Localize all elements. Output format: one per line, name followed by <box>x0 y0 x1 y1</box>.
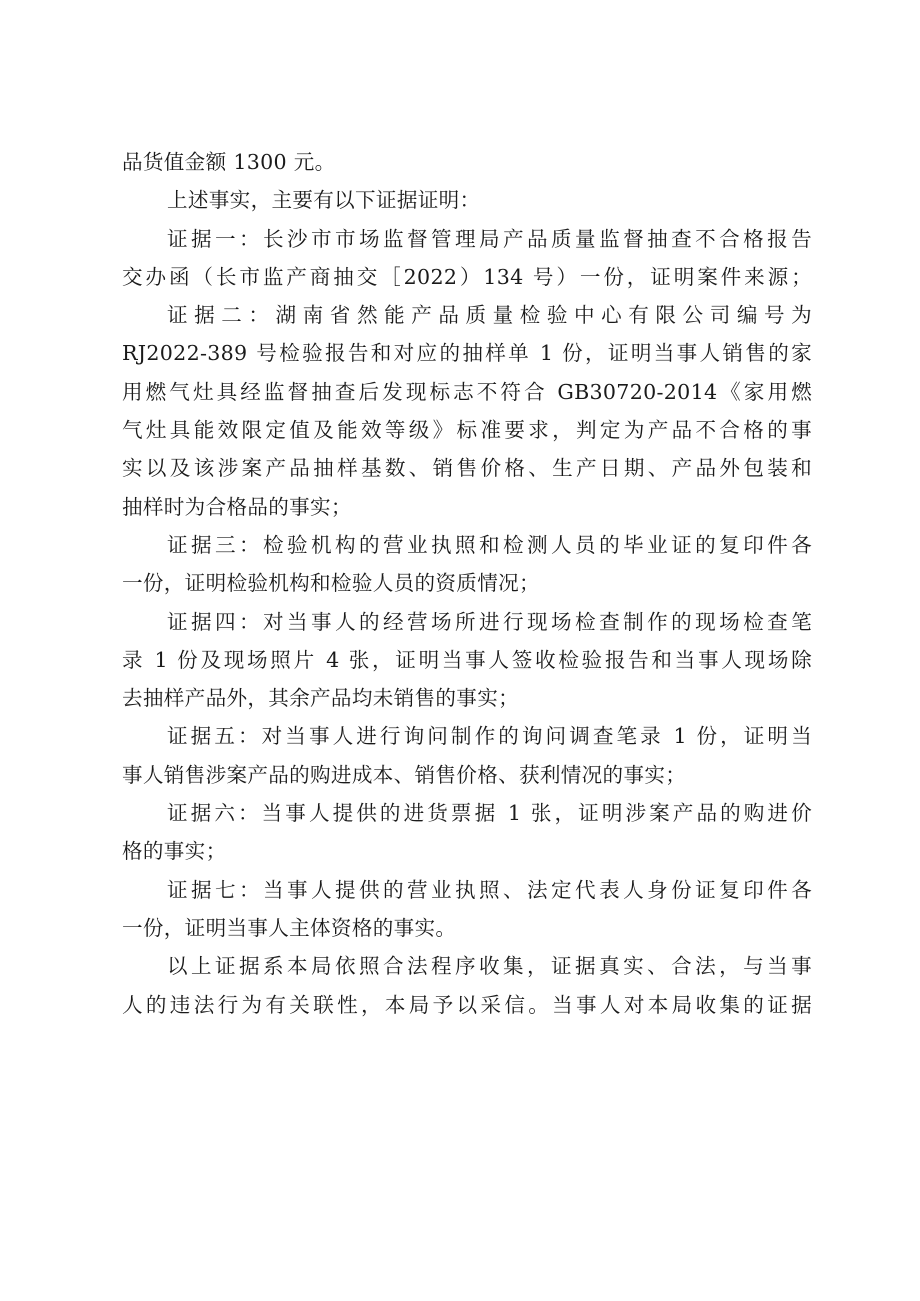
document-line: 证据五：对当事人进行询问制作的询问调查笔录 1 份，证明当 <box>167 724 812 749</box>
document-line: 上述事实，主要有以下证据证明： <box>167 188 481 213</box>
document-line: 用燃气灶具经监督抽查后发现标志不符合 GB30720-2014《家用燃 <box>122 379 812 404</box>
document-line: 去抽样产品外，其余产品均未销售的事实； <box>122 686 519 711</box>
document-line: RJ2022-389 号检验报告和对应的抽样单 1 份，证明当事人销售的家 <box>122 341 812 366</box>
document-line: 事人销售涉案产品的购进成本、销售价格、获利情况的事实； <box>122 762 687 787</box>
document-line: 气灶具能效限定值及能效等级》标准要求，判定为产品不合格的事 <box>122 418 812 443</box>
document-line: 证据三：检验机构的营业执照和检测人员的毕业证的复印件各 <box>167 532 812 557</box>
document-line: 证据七：当事人提供的营业执照、法定代表人身份证复印件各 <box>167 877 812 902</box>
document-line: 证据六：当事人提供的进货票据 1 张，证明涉案产品的购进价 <box>167 801 812 826</box>
document-line: 格的事实； <box>122 839 227 864</box>
document-body <box>122 143 812 1024</box>
document-line: 实以及该涉案产品抽样基数、销售价格、生产日期、产品外包装和 <box>122 456 812 481</box>
document-line: 以上证据系本局依照合法程序收集，证据真实、合法，与当事 <box>167 954 812 979</box>
document-line: 证据一：长沙市市场监督管理局产品质量监督抽查不合格报告 <box>167 226 812 251</box>
document-line: 证据二：湖南省然能产品质量检验中心有限公司编号为 <box>167 303 812 328</box>
document-line: 抽样时为合格品的事实； <box>122 494 352 519</box>
document-line: 人的违法行为有关联性，本局予以采信。当事人对本局收集的证据 <box>122 992 812 1017</box>
document-line: 品货值金额 1300 元。 <box>122 150 336 174</box>
document-line: 录 1 份及现场照片 4 张，证明当事人签收检验报告和当事人现场除 <box>122 647 812 672</box>
document-line: 一份，证明当事人主体资格的事实。 <box>122 915 457 940</box>
document-line: 交办函（长市监产商抽交［2022）134 号）一份，证明案件来源； <box>122 264 812 289</box>
document-line: 证据四：对当事人的经营场所进行现场检查制作的现场检查笔 <box>167 609 812 634</box>
document-line: 一份，证明检验机构和检验人员的资质情况； <box>122 571 540 596</box>
